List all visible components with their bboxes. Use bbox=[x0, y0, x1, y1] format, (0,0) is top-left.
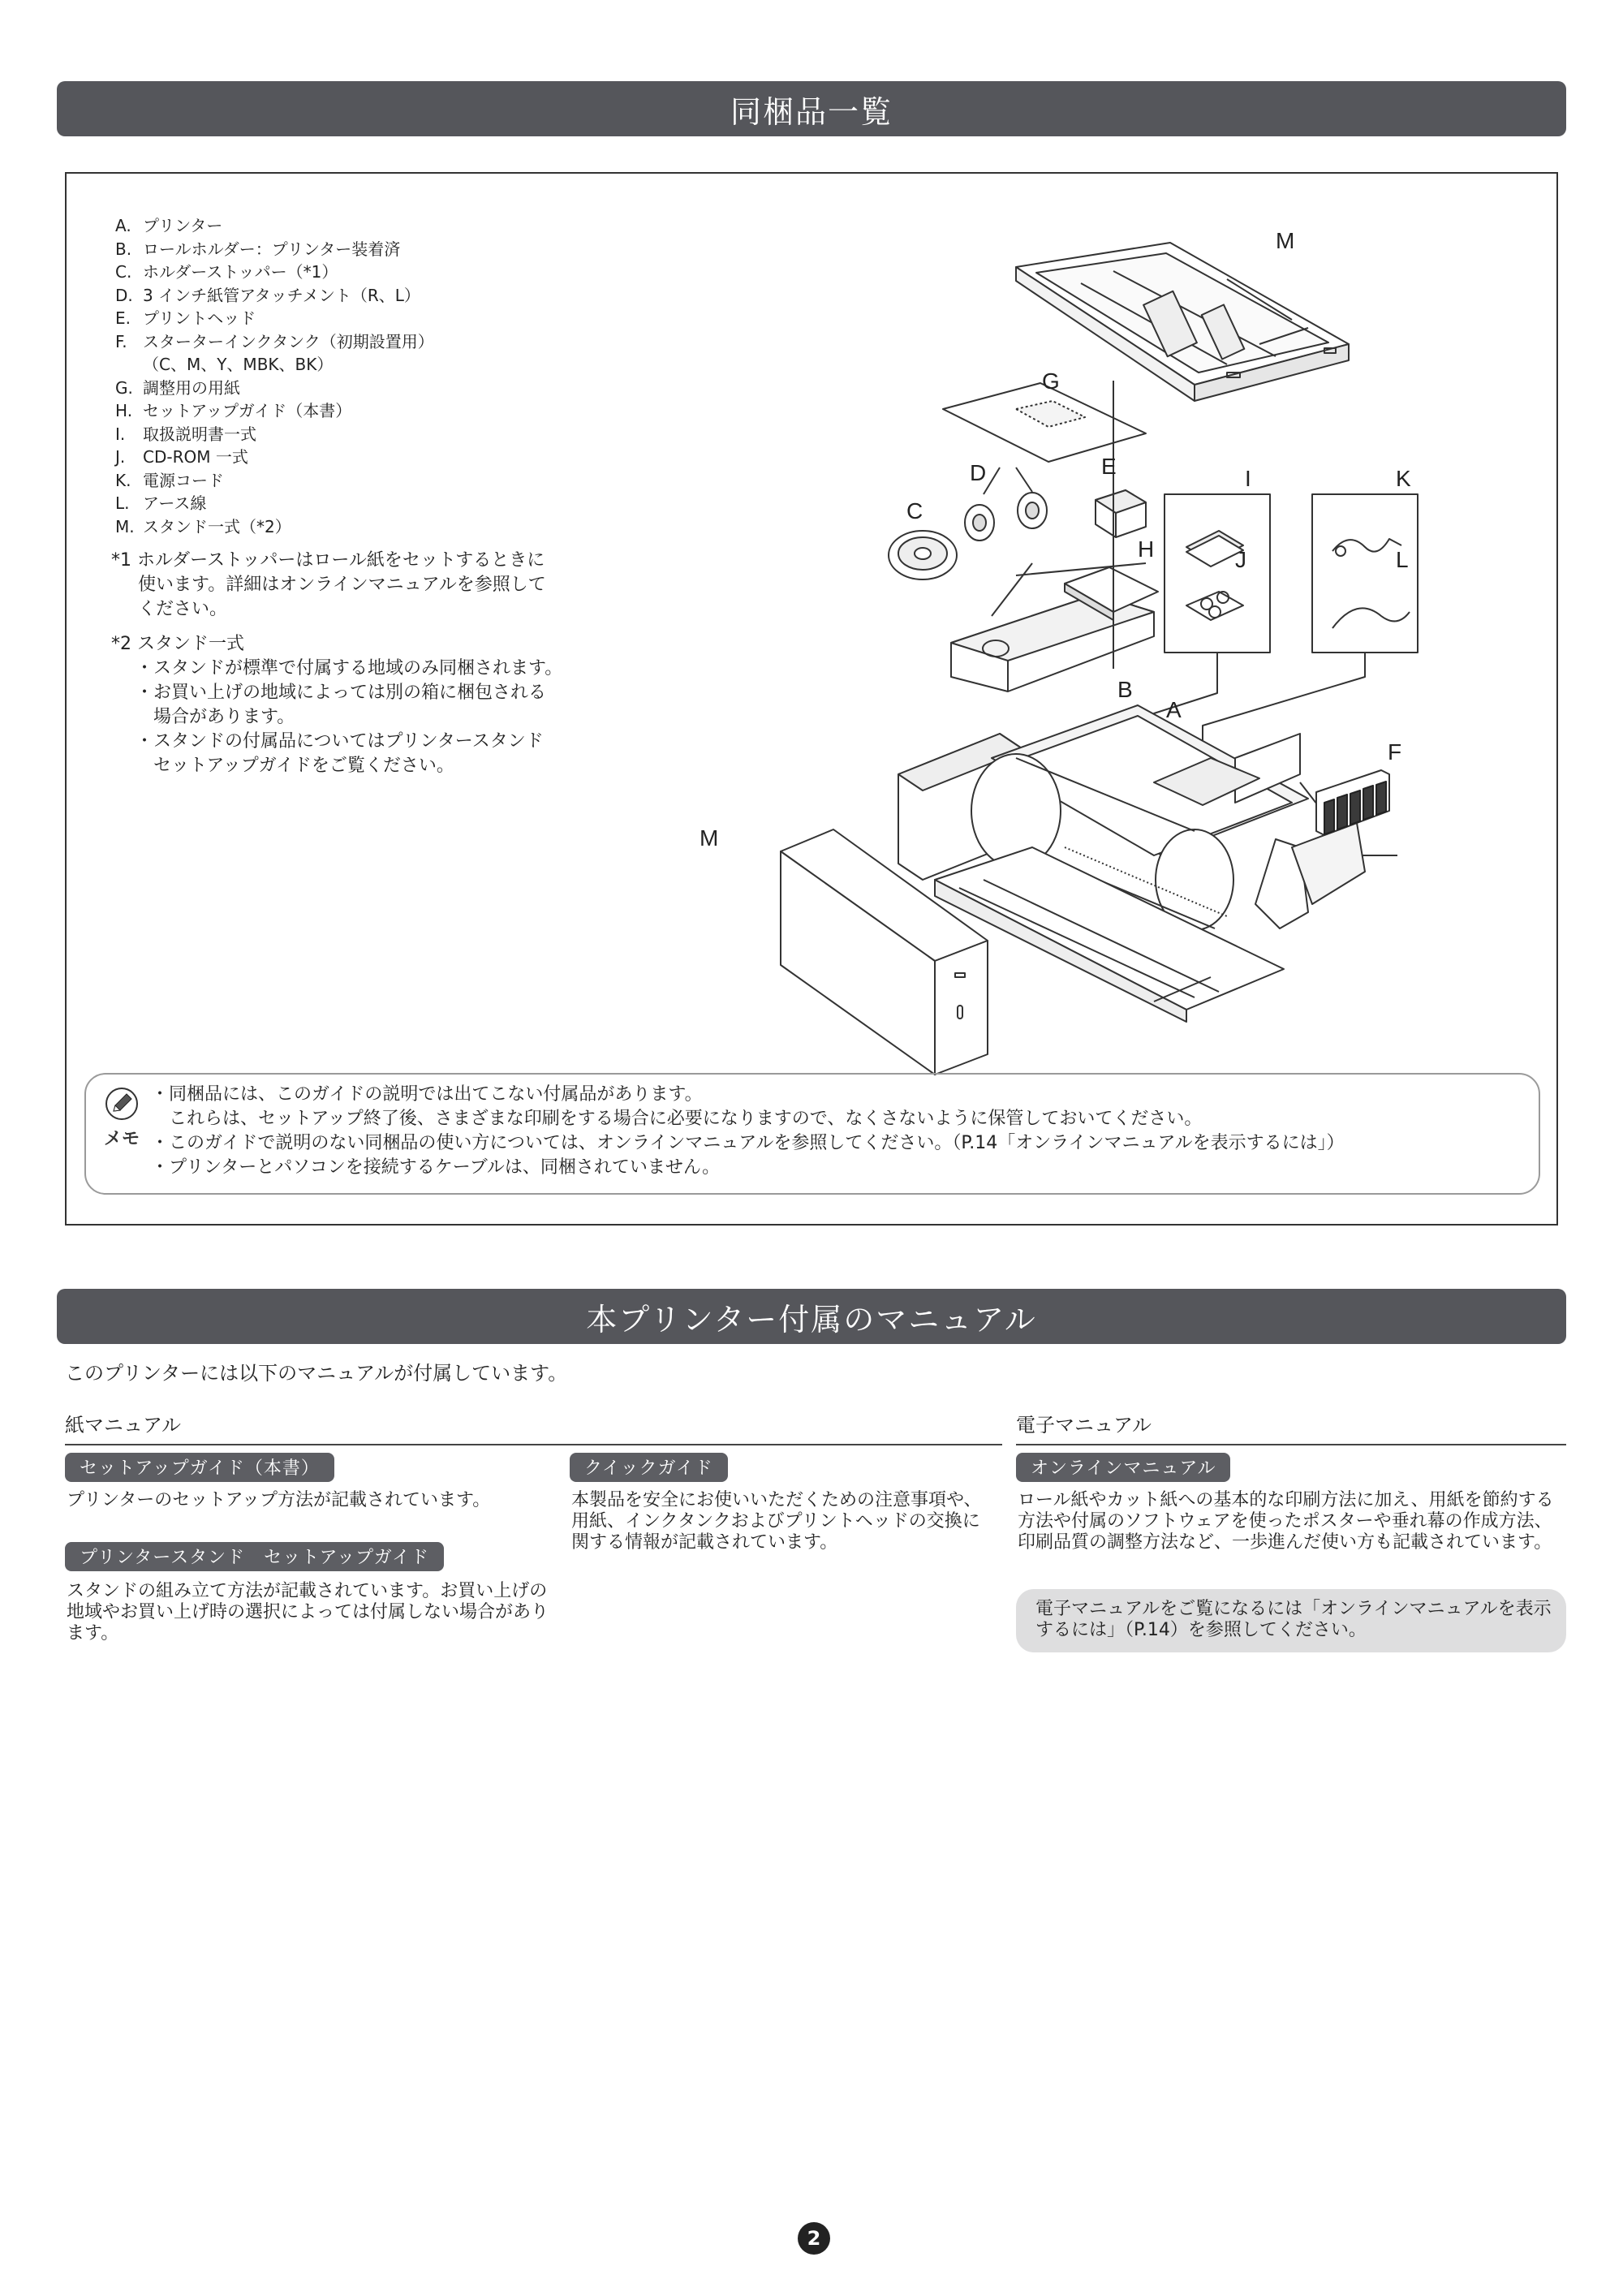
list-item: I. 取扱説明書一式 bbox=[115, 424, 256, 444]
list-item: ・同梱品には、このガイドの説明では出てこない付属品があります。 bbox=[151, 1084, 703, 1105]
list-item: C. ホルダーストッパー（*1） bbox=[115, 262, 338, 282]
diagram-label: K bbox=[1396, 466, 1411, 491]
footnote-line: ・スタンドの付属品についてはプリンタースタンド bbox=[136, 731, 544, 752]
list-item: D. 3 インチ紙管アタッチメント（R、L） bbox=[115, 285, 420, 305]
diagram-label: G bbox=[1042, 368, 1060, 394]
diagram-label: F bbox=[1388, 739, 1402, 765]
parts-list bbox=[115, 214, 434, 538]
contents-box bbox=[65, 172, 1558, 1226]
list-item: G. 調整用の用紙 bbox=[115, 377, 240, 398]
memo-label: メモ bbox=[104, 1129, 140, 1149]
electronic-manuals-heading: 電子マニュアル bbox=[1016, 1409, 1566, 1445]
diagram-label: D bbox=[970, 460, 987, 485]
manuals-section-title: 本プリンター付属のマニュアル bbox=[57, 1289, 1566, 1344]
page-number: 2 bbox=[798, 2222, 830, 2255]
package-contents-illustration bbox=[700, 206, 1552, 1083]
diagram-label: J bbox=[1235, 547, 1246, 572]
manuals-intro: このプリンターには以下のマニュアルが付属しています。 bbox=[65, 1362, 568, 1385]
setup-guide-description: プリンターのセットアップ方法が記載されています。 bbox=[67, 1490, 491, 1510]
memo-list bbox=[151, 1083, 1345, 1180]
holder-stopper-illustration bbox=[889, 531, 957, 579]
contents-section-title: 同梱品一覧 bbox=[57, 81, 1566, 136]
list-item-continuation: （C、M、Y、MBK、BK） bbox=[143, 355, 334, 374]
quick-guide-tag: クイックガイド bbox=[570, 1453, 728, 1482]
footnote-line: ・お買い上げの地域によっては別の箱に梱包される bbox=[136, 683, 547, 703]
online-manual-note: 電子マニュアルをご覧になるには「オンラインマニュアルを表示するには」（P.14）を参照してください。 bbox=[1016, 1589, 1566, 1652]
diagram-label: I bbox=[1245, 466, 1251, 491]
stand-guide-tag: プリンタースタンド セットアップガイド bbox=[65, 1542, 444, 1571]
online-manual-description: ロール紙やカット紙への基本的な印刷方法に加え、用紙を節約する方法や付属のソフトウェアを使ったポスターや垂れ幕の作成方法、印刷品質の調整方法など、一歩進んだ使い方も記載されています。 bbox=[1018, 1490, 1554, 1553]
footnote-2 bbox=[111, 632, 631, 778]
list-item: M. スタンド一式（*2） bbox=[115, 516, 291, 536]
paper-manuals-heading: 紙マニュアル bbox=[65, 1409, 1002, 1445]
list-item: ・プリンターとパソコンを接続するケーブルは、同梱されていません。 bbox=[151, 1157, 721, 1178]
cables-box-illustration bbox=[1312, 494, 1418, 653]
list-item: B. ロールホルダー：プリンター装着済 bbox=[115, 239, 401, 259]
adjustment-paper-illustration bbox=[943, 383, 1146, 462]
list-item: A. プリンター bbox=[115, 216, 223, 235]
list-item: これらは、セットアップ終了後、さまざまな印刷をする場合に必要になりますので、なくさないように保管しておいてください。 bbox=[169, 1109, 1203, 1129]
memo-box bbox=[84, 1073, 1540, 1195]
list-item: E. プリントヘッド bbox=[115, 308, 256, 328]
diagram-label: L bbox=[1396, 547, 1409, 572]
diagram-label: M bbox=[700, 825, 719, 851]
online-manual-tag: オンラインマニュアル bbox=[1016, 1453, 1230, 1482]
diagram-label: E bbox=[1101, 454, 1117, 479]
print-head-illustration bbox=[1096, 490, 1146, 537]
pencil-icon bbox=[104, 1086, 140, 1122]
footnote-title: *2 スタンド一式 bbox=[111, 634, 244, 654]
footnote-1 bbox=[111, 549, 598, 622]
footnote-line: セットアップガイドをご覧ください。 bbox=[153, 756, 454, 776]
footnote-line: ください。 bbox=[138, 599, 228, 619]
list-item: J. CD-ROM 一式 bbox=[115, 447, 248, 467]
diagram-label: B bbox=[1117, 677, 1133, 702]
setup-guide-tag: セットアップガイド（本書） bbox=[65, 1453, 334, 1482]
list-item: H. セットアップガイド（本書） bbox=[115, 401, 352, 420]
footnote-line: 場合があります。 bbox=[153, 707, 295, 727]
stand-guide-description: スタンドの組み立て方法が記載されています。お買い上げの地域やお買い上げ時の選択によっては付属しない場合があります。 bbox=[67, 1581, 549, 1643]
diagram-label: M bbox=[1276, 228, 1295, 253]
stand-tray-illustration bbox=[1016, 243, 1349, 401]
diagram-label: C bbox=[906, 498, 923, 523]
list-item: F. スターターインクタンク（初期設置用） bbox=[115, 331, 434, 351]
list-item: K. 電源コード bbox=[115, 470, 224, 490]
list-item: ・このガイドで説明のない同梱品の使い方については、オンラインマニュアルを参照してください。（P.14「オンラインマニュアルを表示するには」） bbox=[151, 1133, 1345, 1153]
list-item: L. アース線 bbox=[115, 493, 207, 513]
footnote-line: ・スタンドが標準で付属する地域のみ同梱されます。 bbox=[136, 658, 563, 678]
diagram-label: A bbox=[1166, 697, 1182, 722]
footnote-line: *1 ホルダーストッパーはロール紙をセットするときに bbox=[111, 550, 545, 571]
quick-guide-description: 本製品を安全にお使いいただくための注意事項や、用紙、インクタンクおよびプリントヘッドの交換に関する情報が記載されています。 bbox=[571, 1490, 982, 1553]
diagram-label: H bbox=[1138, 536, 1155, 562]
footnote-line: 使います。詳細はオンラインマニュアルを参照して bbox=[138, 575, 546, 595]
manuals-box-illustration bbox=[1165, 494, 1270, 653]
